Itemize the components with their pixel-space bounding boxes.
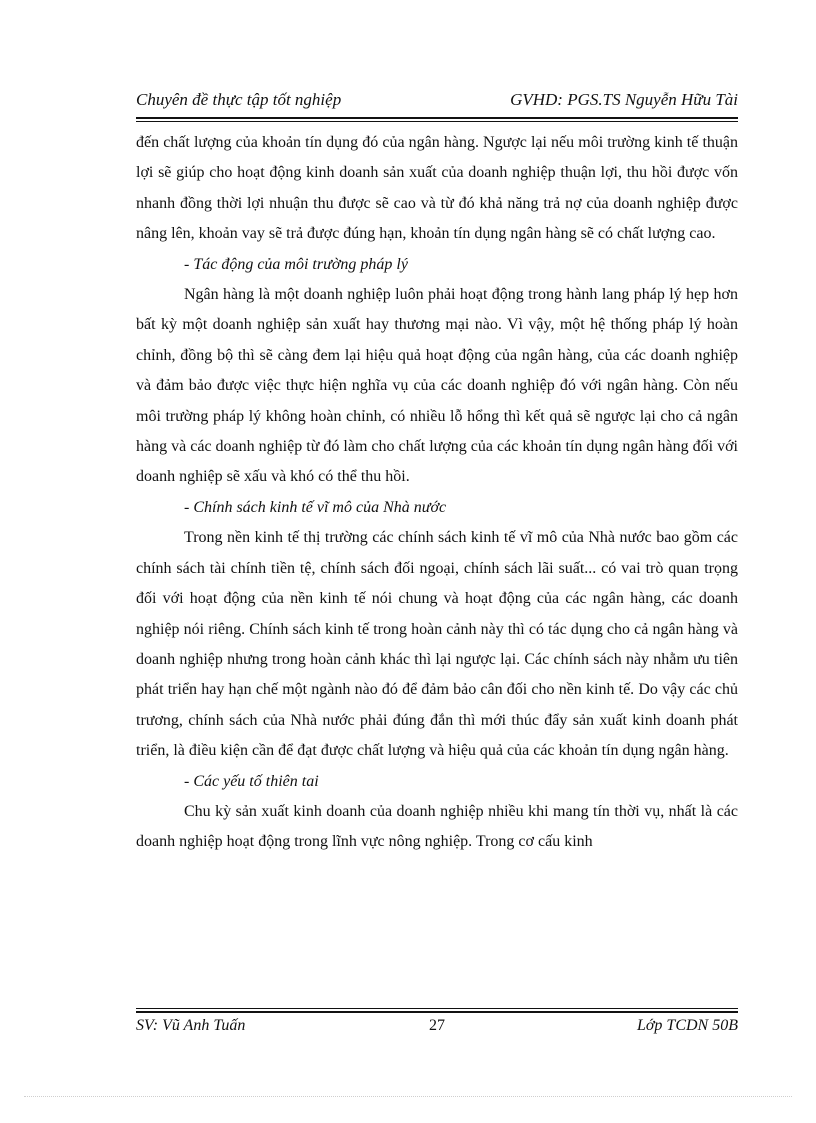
- page-number: 27: [429, 1017, 445, 1034]
- paragraph-macro-policy: Trong nền kinh tế thị trường các chính sách kinh tế vĩ mô của Nhà nước bao gồm các chính sách tài chính tiền tệ, chính sách đối ngoại, chính sách lãi suất... có vai trò quan trọng đối với hoạt động của nền kinh tế nói chung và hoạt động của các ngân hàng, các doanh nghiệp nói riêng. Chính sách kinh tế trong hoàn cảnh này thì có tác dụng cho cả ngân hàng và doanh nghiệp nhưng trong hoàn cảnh khác thì lại ngược lại. Các chính sách này nhằm ưu tiên phát triển hay hạn chế một ngành nào đó để đảm bảo cân đối cho nền kinh tế. Do vậy các chủ trương, chính sách của Nhà nước phải đúng đắn thì mới thúc đẩy sản xuất kinh doanh phát triển, là điều kiện cần để đạt được chất lượng và hiệu quả của các khoản tín dụng ngân hàng.: [136, 529, 738, 760]
- paragraph-legal-environment: Ngân hàng là một doanh nghiệp luôn phải hoạt động trong hành lang pháp lý hẹp hơn bất kỳ một doanh nghiệp sản xuất hay thương mại nào. Vì vậy, một hệ thống pháp lý hoàn chỉnh, đồng bộ thì sẽ càng đem lại hiệu quả hoạt động của ngân hàng, của các doanh nghiệp và đảm bảo được việc thực hiện nghĩa vụ của các doanh nghiệp đó với ngân hàng. Còn nếu môi trường pháp lý không hoàn chỉnh, có nhiều lỗ hổng thì kết quả sẽ ngược lại cho cả ngân hàng và các doanh nghiệp từ đó làm cho chất lượng của các khoản tín dụng ngân hàng đối với doanh nghiệp sẽ xấu và khó có thể thu hồi.: [136, 286, 738, 486]
- subheading-legal-environment: - Tác động của môi trường pháp lý: [184, 255, 408, 273]
- header-rule: [136, 117, 738, 119]
- page-header: [136, 86, 738, 114]
- page-footer: [136, 1013, 738, 1039]
- paragraph-continuation: đến chất lượng của khoản tín dụng đó của ngân hàng. Ngược lại nếu môi trường kinh tế thuận lợi sẽ giúp cho hoạt động kinh doanh sản xuất của doanh nghiệp thuận lợi, thu hồi được vốn nhanh đồng thời lợi nhuận thu được sẽ cao và từ đó khả năng trả nợ của doanh nghiệp được nâng lên, khoản vay sẽ trả được đúng hạn, khoản tín dụng ngân hàng sẽ có chất lượng cao.: [136, 134, 738, 243]
- paragraph-natural-disasters: Chu kỳ sản xuất kinh doanh của doanh nghiệp nhiều khi mang tín thời vụ, nhất là các doanh nghiệp hoạt động trong lĩnh vực nông nghiệp. Trong cơ cấu kinh: [136, 802, 738, 851]
- subheading-natural-disasters: - Các yếu tố thiên tai: [184, 772, 319, 790]
- footer-student-name: SV: Vũ Anh Tuấn: [136, 1017, 246, 1034]
- footer-rule-thin: [136, 1008, 738, 1009]
- page-bottom-divider: [24, 1096, 792, 1097]
- header-advisor: GVHD: PGS.TS Nguyễn Hữu Tài: [510, 90, 738, 109]
- subheading-macro-policy: - Chính sách kinh tế vĩ mô của Nhà nước: [184, 498, 447, 516]
- footer-class-name: Lớp TCDN 50B: [636, 1017, 738, 1034]
- header-document-title: Chuyên đề thực tập tốt nghiệp: [136, 90, 342, 109]
- page-body: [136, 128, 738, 858]
- header-rule-thin: [136, 121, 738, 122]
